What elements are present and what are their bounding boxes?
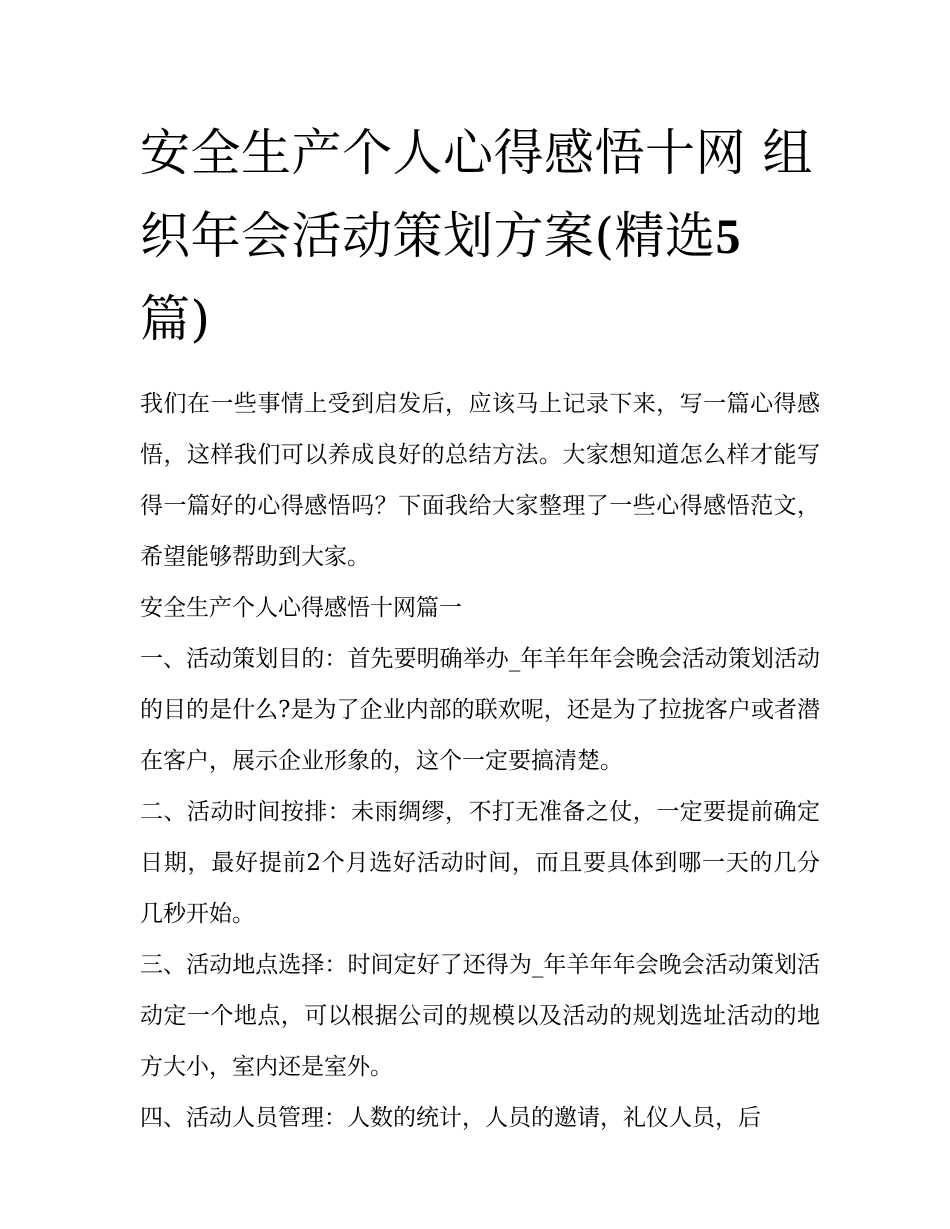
intro-paragraph: 我们在一些事情上受到启发后，应该马上记录下来，写一篇心得感悟，这样我们可以养成良好的总结方法。大家想知道怎么样才能写得一篇好的心得感悟吗？下面我给大家整理了一些心得感悟范文，希望能够帮助到大家。	[140, 391, 820, 570]
paragraph-location: 三、活动地点选择：时间定好了还得为_年羊年年会晚会活动策划活动定一个地点，可以根据公司的规模以及活动的规划选址活动的地方大小，室内还是室外。	[140, 952, 820, 1080]
paragraph-purpose: 一、活动策划目的：首先要明确举办_年羊年年会晚会活动策划活动的目的是什么?是为了企业内部的联欢呢，还是为了拉拢客户或者潜在客户，展示企业形象的，这个一定要搞清楚。	[140, 646, 820, 774]
section-heading: 安全生产个人心得感悟十网篇一	[140, 595, 462, 621]
paragraph-time: 二、活动时间按排：未雨绸缪，不打无准备之仗，一定要提前确定日期，最好提前2个月选好活动时间，而且要具体到哪一天的几分几秒开始。	[140, 799, 820, 927]
document-title	[140, 112, 820, 361]
title-text-end: 篇)	[140, 290, 211, 348]
paragraph-personnel: 四、活动人员管理：人数的统计，人员的邀请，礼仪人员，后	[140, 1105, 761, 1131]
title-text: 安全生产个人心得感悟十网 组织年会活动策划方案(精选	[140, 124, 813, 265]
title-number: 5	[715, 208, 742, 264]
document-body	[140, 112, 820, 1144]
